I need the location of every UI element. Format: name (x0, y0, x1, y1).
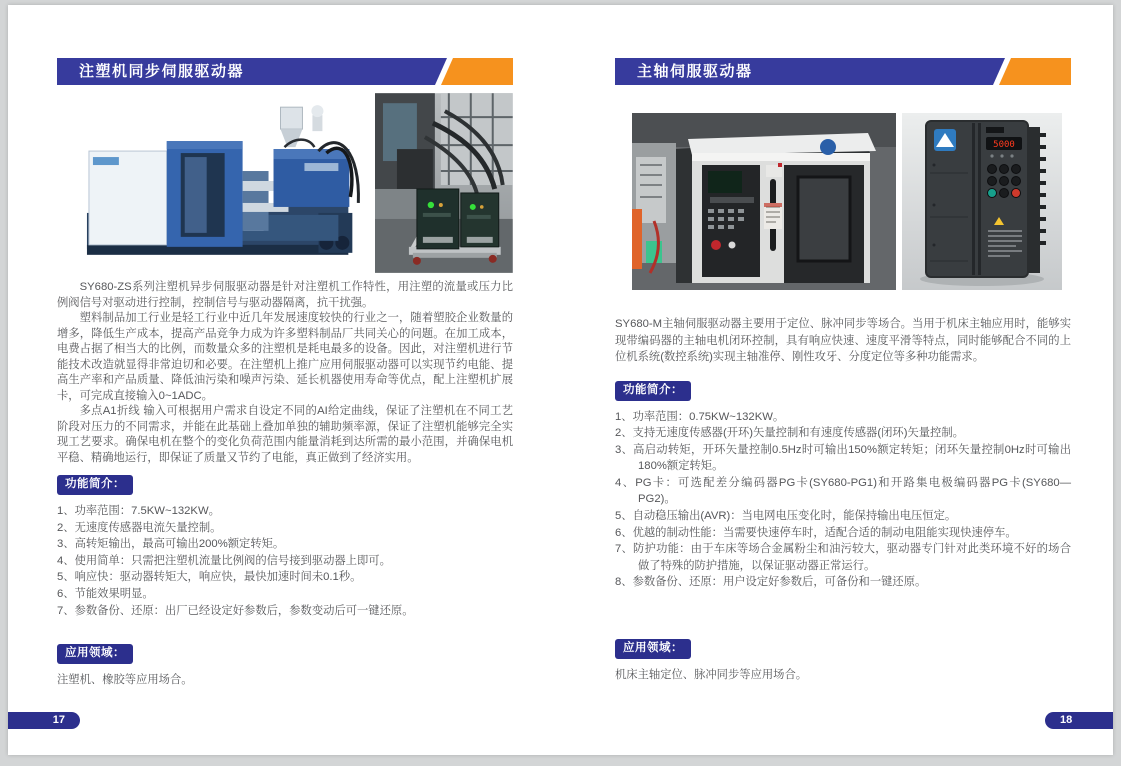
injection-molding-machine-image (69, 93, 363, 273)
feature-item: 7、防护功能：由于车床等场合金属粉尘和油污较大，驱动器专门针对此类环境不好的场合做了特殊的防护措施，以保证驱动器正常运行。 (615, 543, 1071, 572)
servo-cabinets-workshop-photo (375, 93, 513, 273)
feature-item: 4、PG卡：可选配差分编码器PG卡(SY680-PG1)和开路集电极编码器PG卡(SY680—PG2)。 (615, 476, 1071, 506)
cnc-machine-tool-photo (632, 113, 896, 290)
svg-text:5000: 5000 (993, 140, 1015, 150)
right-section-header (615, 58, 1071, 85)
header-orange-accent (441, 58, 513, 85)
page-number-right: 18 (1045, 712, 1113, 729)
left-applications-section (57, 643, 513, 688)
right-page-title: 主轴伺服驱动器 (637, 63, 753, 80)
left-page-column (57, 58, 513, 686)
applications-badge: 应用领域： (57, 644, 133, 664)
paragraph: 塑料制品加工行业是轻工行业中近几年发展速度较快的行业之一，随着塑胶企业数量的增多，降低生产成本，提高产品竞争力成为许多塑料制品厂共同关心的问题。在加工成本，电费占据了相当大的比例，而数量众多的注塑机是耗电最多的设备。因此，对注塑机进行节能技术改造就显得非常迫切和必要。在注塑机上推广应用伺服驱动器可以实现节约电能、提高生产率和产品质量、降低油污染和噪声污染、延长机器使用寿命等优点，配上注塑机扩展卡，可完成直接输入0~1ADC。 (57, 312, 513, 402)
feature-item: 2、支持无速度传感器(开环)矢量控制和有速度传感器(闭环)矢量控制。 (615, 427, 964, 440)
feature-item: 5、自动稳压输出(AVR)：当电网电压变化时，能保持输出电压恒定。 (615, 510, 957, 523)
page-number-left: 17 (8, 712, 80, 729)
features-badge: 功能简介： (57, 475, 133, 495)
left-page-title: 注塑机同步伺服驱动器 (79, 63, 245, 80)
header-orange-accent (999, 58, 1071, 85)
feature-item: 1、功率范围：0.75KW~132KW。 (615, 410, 785, 423)
right-body-text (615, 316, 1071, 366)
feature-item: 3、高启动转矩，开环矢量控制0.5Hz时可输出150%额定转矩；闭环矢量控制0Hz时可输出180%额定转矩。 (615, 443, 1071, 473)
right-features-section (615, 380, 1071, 592)
left-features-section (57, 474, 513, 619)
applications-text: 机床主轴定位、脉冲同步等应用场合。 (615, 669, 808, 681)
left-section-header (57, 58, 513, 85)
applications-text: 注塑机、橡胶等应用场合。 (57, 674, 193, 686)
feature-item: 6、节能效果明显。 (57, 587, 154, 600)
spindle-servo-drive-product-photo (902, 113, 1062, 290)
feature-item: 2、无速度传感器电流矢量控制。 (57, 521, 222, 534)
paragraph: 多点A1折线 输入可根据用户需求自设定不同的AI给定曲线，保证了注塑机在不同工艺阶段对压力的不同需求，并能在此基础上叠加单独的辅助频率源，保证了注塑机能够完全实现工艺要求。确保电机在整个的变化负荷范围内能量消耗到达所需的最小范围，并确保电机平稳、精确地运行，即保证了质量又节约了电能，真正做到了经济实用。 (57, 405, 513, 464)
left-body-text (57, 280, 513, 466)
feature-item: 7、参数备份、还原：出厂已经设定好参数后，参数变动后可一键还原。 (57, 604, 414, 617)
right-page-images (615, 113, 1071, 290)
feature-item: 1、功率范围：7.5KW~132KW。 (57, 505, 220, 517)
paragraph: SY680-M主轴伺服驱动器主要用于定位、脉冲同步等场合。当用于机床主轴应用时，能够实现带编码器的主轴电机闭环控制，具有响应快速、速度平滑等特点，同时能够配合不同的上位机系统(数控系统)实现主轴准停、刚性攻牙、分度定位等多种功能需求。 (615, 318, 1071, 363)
feature-item: 4、使用简单：只需把注塑机流量比例阀的信号接到驱动器上即可。 (57, 554, 391, 567)
right-applications-section (615, 638, 1071, 683)
feature-item: 6、优越的制动性能：当需要快速停车时，适配合适的制动电阻能实现快速停车。 (615, 526, 1017, 539)
left-page-images (57, 93, 513, 273)
features-badge: 功能简介： (615, 381, 691, 401)
right-feature-list (615, 409, 1071, 592)
applications-badge: 应用领域： (615, 639, 691, 659)
right-page-column (615, 58, 1071, 681)
paragraph: SY680-ZS系列注塑机异步伺服驱动器是针对注塑机工作特性，用注塑的流量或压力比例阀信号对驱动进行控制，控制信号与驱动器隔离，抗干扰强。 (57, 281, 513, 309)
feature-item: 8、参数备份、还原：用户设定好参数后，可备份和一键还原。 (615, 576, 927, 589)
feature-item: 3、高转矩输出，最高可输出200%额定转矩。 (57, 538, 285, 551)
left-feature-list (57, 503, 513, 619)
feature-item: 5、响应快：驱动器转矩大，响应快，最快加速时间未0.1秒。 (57, 571, 362, 584)
